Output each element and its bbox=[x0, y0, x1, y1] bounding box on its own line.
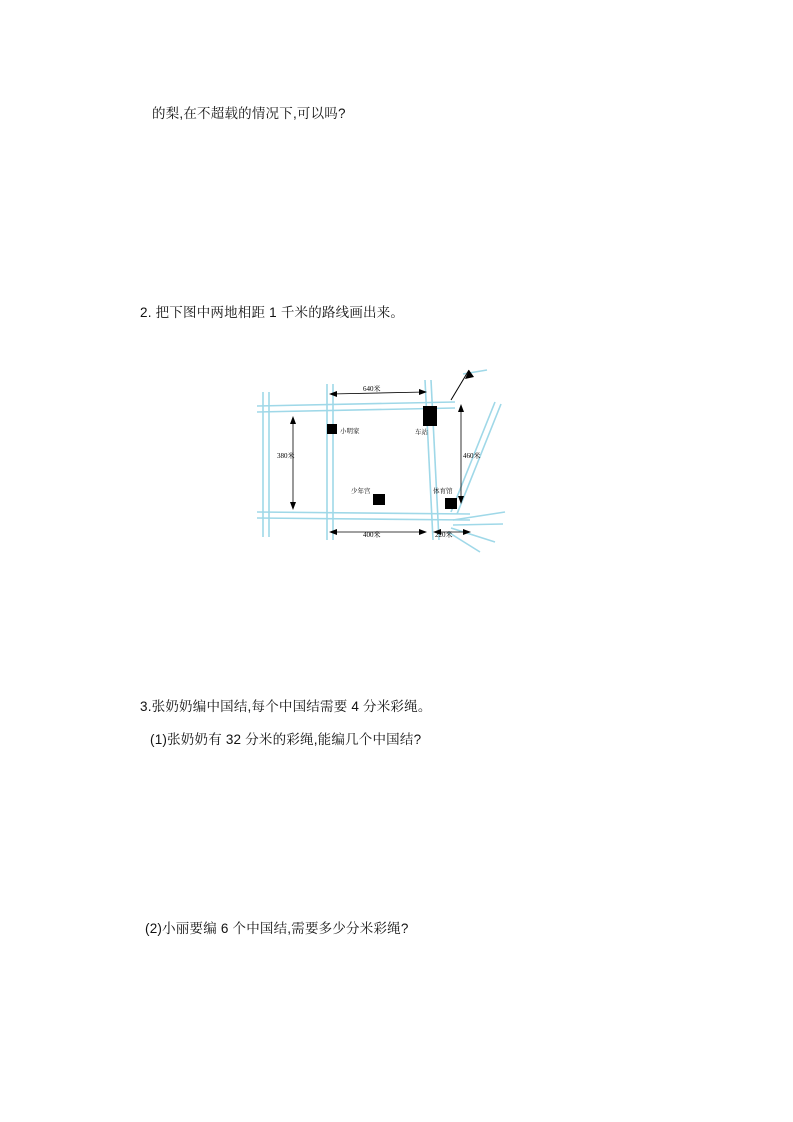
label-right-distance: 460米 bbox=[463, 452, 481, 460]
label-left-distance: 380米 bbox=[277, 452, 295, 460]
block-youth-palace bbox=[373, 494, 385, 505]
label-bottom-left-distance: 400米 bbox=[363, 531, 381, 539]
label-place-xiaoming: 小明家 bbox=[340, 428, 360, 435]
block-gym bbox=[445, 498, 457, 509]
street-map-figure bbox=[255, 362, 545, 562]
label-place-youth-palace: 少年宫 bbox=[351, 488, 371, 495]
label-top-distance: 640米 bbox=[363, 385, 381, 393]
label-bottom-right-distance: 220米 bbox=[435, 531, 453, 539]
question-3-sub-2: (2)小丽要编 6 个中国结,需要多少分米彩绳? bbox=[145, 921, 409, 936]
question-3-sub-1: (1)张奶奶有 32 分米的彩绳,能编几个中国结? bbox=[150, 732, 422, 747]
question-1-continuation: 的梨,在不超载的情况下,可以吗? bbox=[152, 106, 346, 121]
block-xiaoming bbox=[327, 424, 337, 434]
question-3-stem: 3.张奶奶编中国结,每个中国结需要 4 分米彩绳。 bbox=[140, 699, 432, 714]
label-place-station: 车站 bbox=[415, 429, 428, 436]
block-station bbox=[423, 406, 437, 426]
label-place-gym: 体育馆 bbox=[433, 488, 453, 495]
question-2-stem: 2. 把下图中两地相距 1 千米的路线画出来。 bbox=[140, 305, 405, 320]
